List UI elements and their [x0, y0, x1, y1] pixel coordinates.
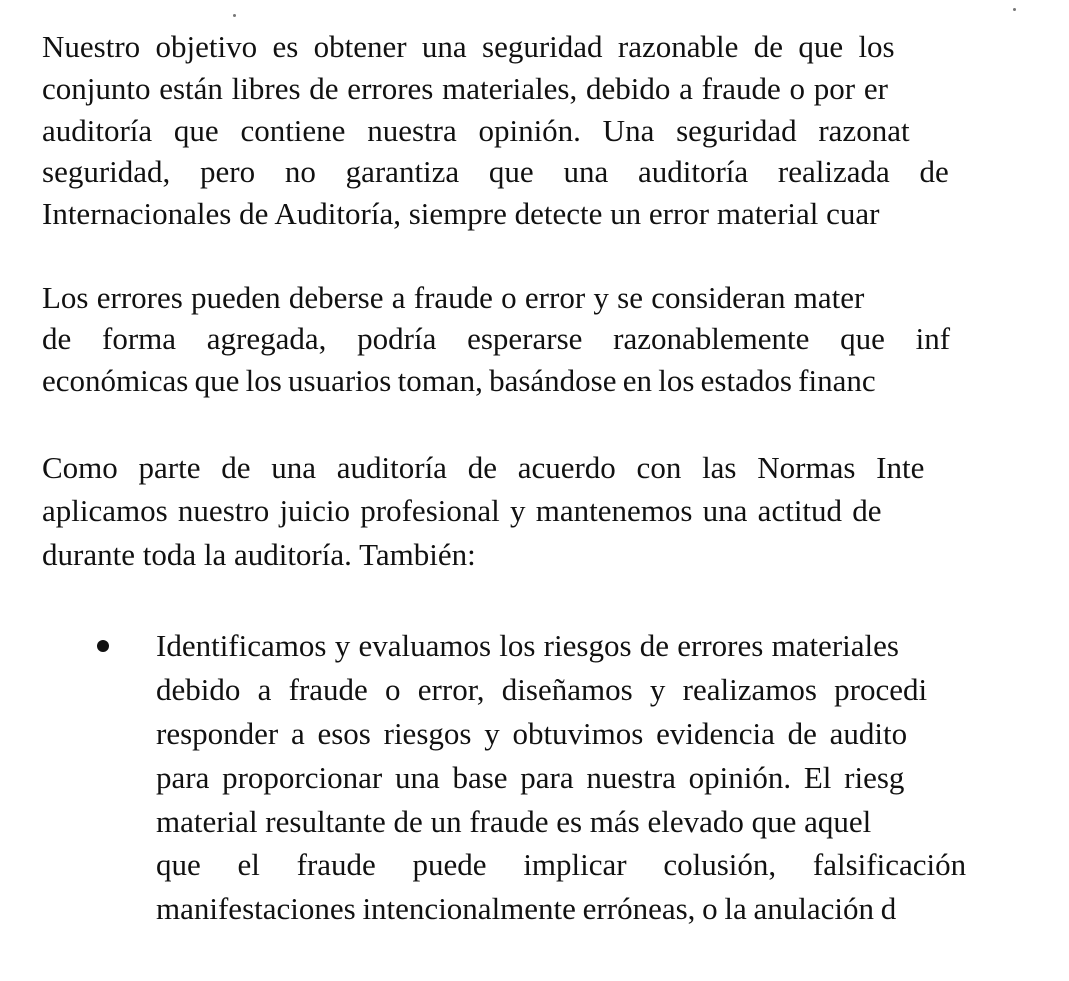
text-line: responder a esos riesgos y obtuvimos evidencia de audito: [156, 716, 908, 751]
text-line: debido a fraude o error, diseñamos y realizamos procedi: [156, 672, 928, 707]
text-line: que el fraude puede implicar colusión, falsificación: [156, 847, 967, 882]
bullet-marker: [97, 640, 109, 652]
text-line: auditoría que contiene nuestra opinión. Una seguridad razonat: [42, 113, 910, 148]
text-line: Los errores pueden deberse a fraude o error y se consideran mater: [42, 280, 865, 315]
text-line: Identificamos y evaluamos los riesgos de errores materiales: [156, 628, 899, 663]
scan-speck: [1013, 8, 1016, 11]
text-line: Internacionales de Auditoría, siempre detecte un error material cuar: [42, 196, 880, 231]
scan-speck: [233, 14, 236, 17]
text-line: para proporcionar una base para nuestra opinión. El riesg: [156, 760, 905, 795]
text-line: económicas que los usuarios toman, basándose en los estados financ: [42, 363, 876, 398]
text-line: manifestaciones intencionalmente erróneas, o la anulación d: [156, 891, 897, 926]
text-line: material resultante de un fraude es más elevado que aquel: [156, 804, 872, 839]
text-line: de forma agregada, podría esperarse razonablemente que inf: [42, 321, 951, 356]
text-line: conjunto están libres de errores materiales, debido a fraude o por er: [42, 71, 888, 106]
text-line: Como parte de una auditoría de acuerdo con las Normas Inte: [42, 450, 925, 485]
text-line: aplicamos nuestro juicio profesional y mantenemos una actitud de: [42, 493, 882, 528]
text-line: Nuestro objetivo es obtener una seguridad razonable de que los: [42, 29, 895, 64]
text-line: seguridad, pero no garantiza que una auditoría realizada de: [42, 154, 949, 189]
text-line: durante toda la auditoría. También:: [42, 537, 476, 572]
